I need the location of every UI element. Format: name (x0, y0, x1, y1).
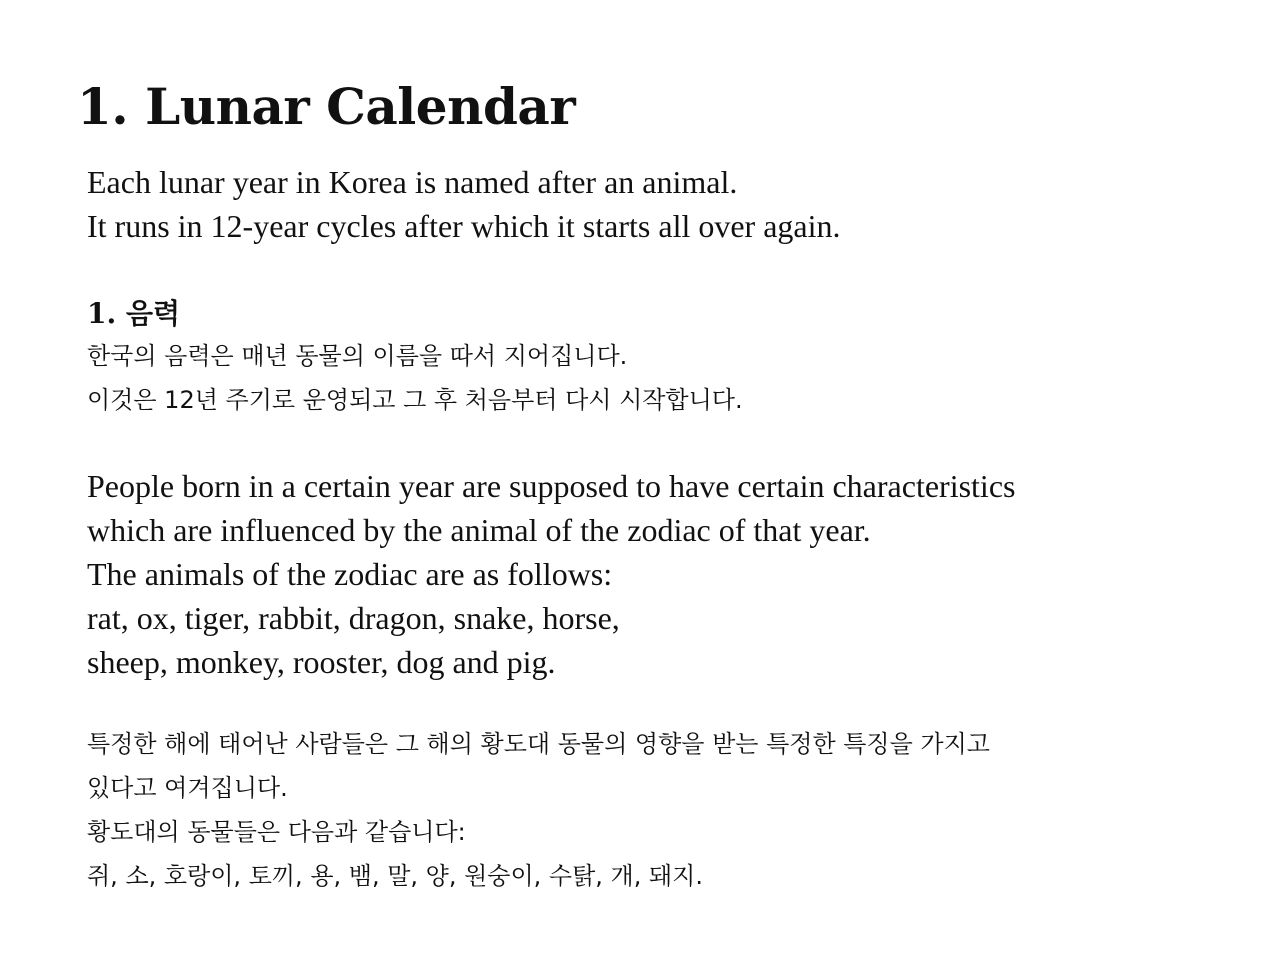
paragraph-line: 쥐, 소, 호랑이, 토끼, 용, 뱀, 말, 양, 원숭이, 수탉, 개, 돼지. (87, 862, 703, 890)
paragraph-line: sheep, monkey, rooster, dog and pig. (87, 644, 556, 680)
paragraph-line: The animals of the zodiac are as follows: (87, 556, 613, 592)
paragraph-line: 이것은 12년 주기로 운영되고 그 후 처음부터 다시 시작합니다. (87, 386, 743, 414)
intro-korean-paragraph (87, 334, 743, 422)
paragraph-line: It runs in 12-year cycles after which it starts all over again. (87, 208, 841, 244)
paragraph-line: 한국의 음력은 매년 동물의 이름을 따서 지어집니다. (87, 342, 628, 370)
paragraph-line: 있다고 여겨집니다. (87, 774, 288, 802)
intro-english-paragraph (87, 160, 841, 248)
zodiac-english-paragraph (87, 464, 1015, 684)
paragraph-line: rat, ox, tiger, rabbit, dragon, snake, horse, (87, 600, 620, 636)
paragraph-line: 특정한 해에 태어난 사람들은 그 해의 황도대 동물의 영향을 받는 특정한 특징을 가지고 (87, 730, 990, 758)
zodiac-korean-paragraph (87, 722, 990, 898)
paragraph-line: Each lunar year in Korea is named after an animal. (87, 164, 738, 200)
paragraph-line: People born in a certain year are supposed to have certain characteristics (87, 468, 1016, 504)
paragraph-line: which are influenced by the animal of the zodiac of that year. (87, 512, 871, 548)
paragraph-line: 황도대의 동물들은 다음과 같습니다: (87, 818, 466, 846)
korean-section-heading: 1. 음력 (87, 297, 181, 330)
page-title: 1. Lunar Calendar (77, 77, 576, 136)
